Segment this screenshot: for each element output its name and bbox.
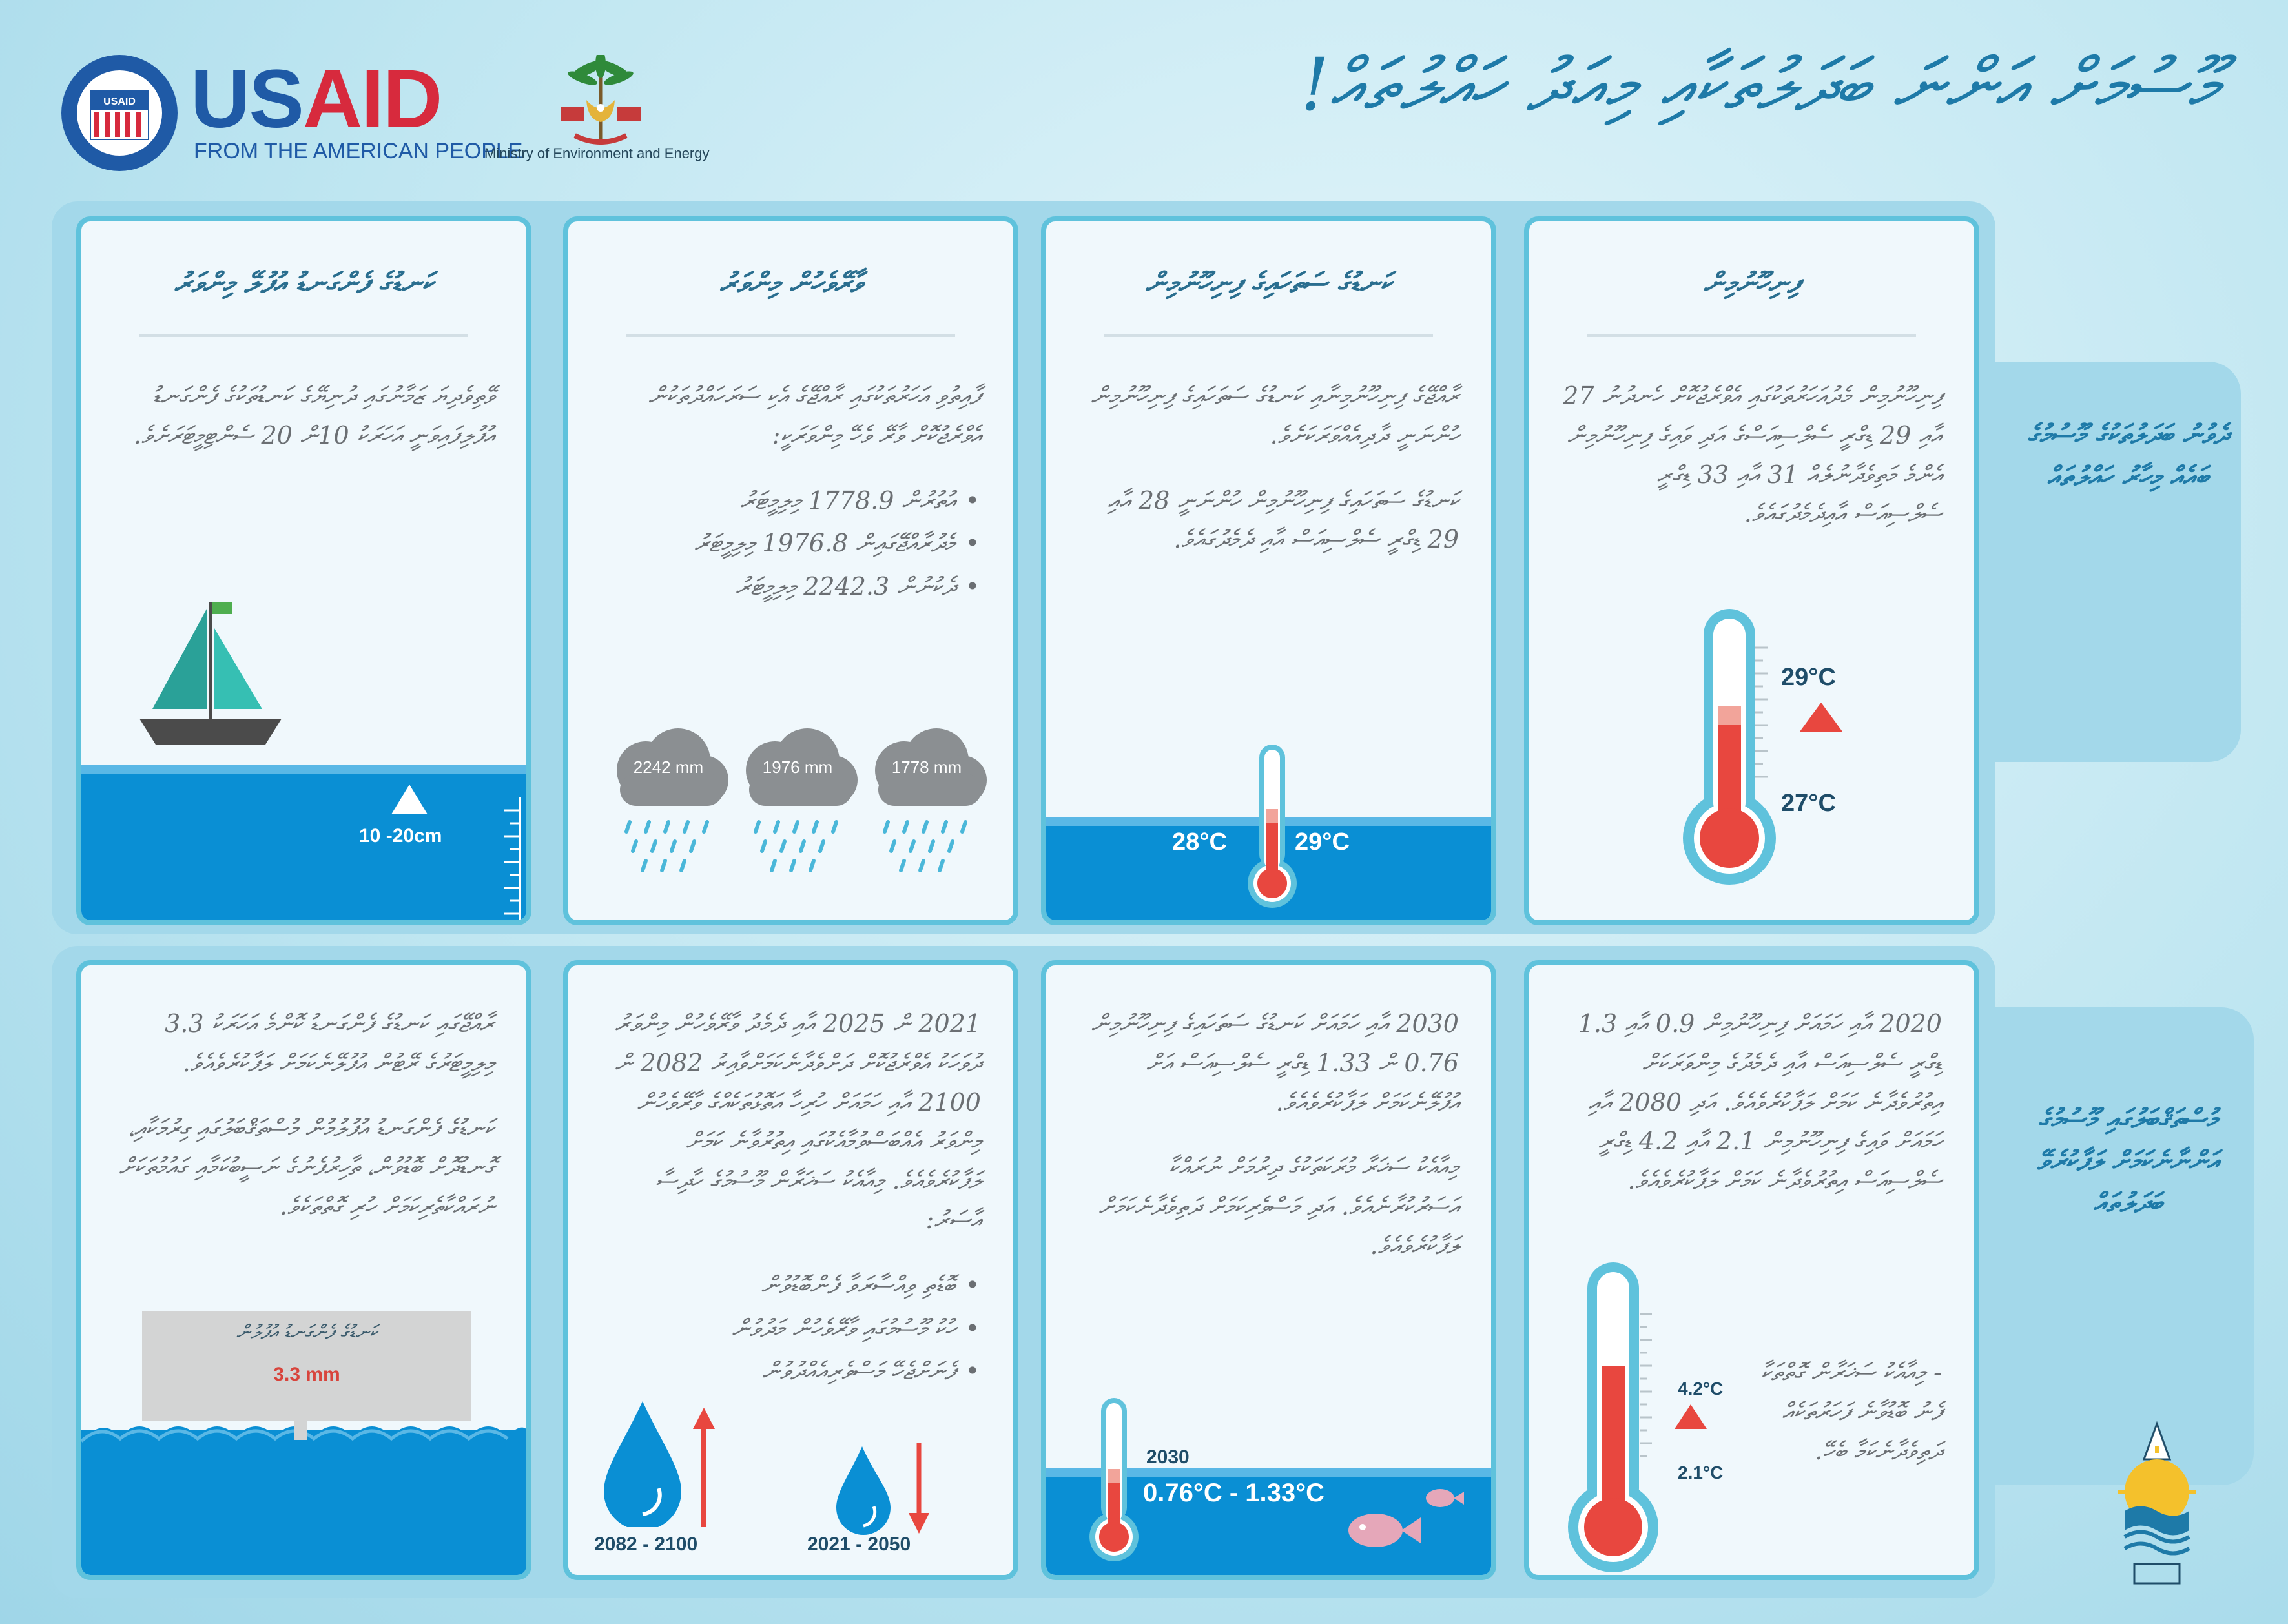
card-sea-level xyxy=(76,216,531,925)
sea-temp-year-label: 2030 xyxy=(1146,1446,1190,1468)
divider xyxy=(1587,334,1916,337)
card-heading: ވާރޭވެހުން މިންވަރު xyxy=(719,267,862,300)
ministry-name: Ministry of Environment and Energy xyxy=(484,145,710,161)
sea-temp-range-label: 0.76°C - 1.33°C xyxy=(1143,1479,1325,1507)
card-sea-temperature xyxy=(1041,216,1496,925)
sign-title: ކަނޑުގެ ފެންގަނޑު އުފުލުން xyxy=(236,1321,378,1344)
usaid-tagline: FROM THE AMERICAN PEOPLE xyxy=(194,139,523,163)
triangle-up-icon xyxy=(1675,1404,1707,1429)
card-text: ފާއިތުވި އަހަރުތަކުގައި ރާއްޖޭގެ އެކި ސަރަހައްދުތަކުން އެވްރެޖުކޮށް ވާރޭ ވެހޭ މިންވަރަކީ: • އުތުރުން 1778.9 މިލިމީޓަރު • މެދުރާއްޖޭގައިން 1976.8 މިލިމީޓަރު • ދެކުނުން 2242.3 މިލިމީޓަރު xyxy=(601,376,981,610)
divider xyxy=(139,334,468,337)
list-item: • ބޮޑެތި ވިއްސާރަވާ ފެންބޮޑުވުން xyxy=(601,1266,955,1305)
water-drop-icon xyxy=(830,1443,940,1540)
sea-temp-left-label: 28°C xyxy=(1172,828,1227,856)
sea-water xyxy=(81,765,526,920)
temp-future-low-label: 2.1°C xyxy=(1678,1463,1724,1483)
logo-bar xyxy=(58,52,736,181)
usaid-wordmark: USAID xyxy=(191,53,442,145)
card-temperature xyxy=(1524,216,1979,925)
rainfall-list xyxy=(601,481,981,606)
sailboat-icon xyxy=(127,596,294,764)
cloud-icon: 1976 mm xyxy=(730,725,865,880)
list-item: • އުތުރުން 1778.9 މިލިމީޓަރު xyxy=(601,481,955,520)
card-text: ފިނިހޫނުމިން މެދުއަހަރުތަކުގައި އެވްރެޖުކޮށް ހެނދުނު 27 އާއި 29 ޑިގްރީ ސެލްސިއަސްގެ އަދި ވައިގެ ފިނިހޫނުމިން އެންމެ މަތިވެދާނުލެއް 31 އާއި 33 ޑިގްރީ ސެލްސިއަސް އާއިދެމެދުގައެވެ. xyxy=(1563,382,1942,528)
temp-high-label: 29°C xyxy=(1781,664,1836,691)
card-rainfall-future xyxy=(563,960,1018,1580)
thermometer-icon xyxy=(1246,745,1298,912)
thermometer-icon xyxy=(1678,609,1897,887)
card-sea-temperature-future xyxy=(1041,960,1496,1580)
side-label-future: މުސްތަޤްބަލުގައި މޫސުމުގެ އަންނާނެކަމަށް ލަފާކުރެވޭ ބަދަލުތައް xyxy=(2037,1103,2219,1219)
page-title: މޫސުމަށް އަންނަ ބަދަލުތަކާއި މިއަދު ހައްލުތައް! xyxy=(1300,43,2217,127)
temp-low-label: 27°C xyxy=(1781,790,1836,817)
sea-level-rise-label: 10 -20cm xyxy=(359,825,442,847)
cloud-icon: 1778 mm xyxy=(859,725,995,880)
thermometer-icon xyxy=(1088,1398,1140,1566)
triangle-up-icon xyxy=(1800,703,1842,732)
card-text: ރާއްޖޭގެ ފިނިހޫނުމިނާއި ކަނޑުގެ ސަތަހައިގެ ފިނިހޫނުމިން ހުންނަނީ ދާދިއެއްވަރަކަށެވެ. ކަނޑުގެ ސަތަހައިގެ ފިނިހޫނުމިން ހުންނަނީ 28 އާއި 29 ޑިގްރީ ސެލްސިއަސް އާއި ދެމެދުގައެވެ. xyxy=(1091,382,1459,554)
cloud-icon: 2242 mm xyxy=(601,725,736,880)
rain-down-period-label: 2021 - 2050 xyxy=(807,1534,911,1555)
list-item: • ދެކުނުން 2242.3 މިލިމީޓަރު xyxy=(601,567,955,606)
card-sea-level-future xyxy=(76,960,531,1580)
list-item: • މެދުރާއްޖޭގައިން 1976.8 މިލިމީޓަރު xyxy=(601,524,955,563)
sign-post xyxy=(294,1421,307,1440)
card-text: 2020 އާއި ހަމައަށް ފިނިހޫނުމިން 0.9 އާއި 1.3 ޑިގްރީ ސެލްސިއަސް އާއި ދެމެދުގެ މިންވަރަކަށް އިތުރުވެދާނެ ކަމަށް ލަފާކުރެވެއެވެ. އަދި 2080 އާއި ހަމައަށް ވައިގެ ފިނިހޫނުމިން 2.1 އާއި 4.2 ޑިގްރީ ސެލްސިއަސް އިތުރުވެދާނެ ކަމަށް ލަފާކުރެވެއެވެ. xyxy=(1578,1009,1942,1195)
card-temperature-future xyxy=(1524,960,1979,1580)
triangle-up-icon xyxy=(390,783,429,816)
card-text: 2030 އާއި ހަމައަށް ކަނޑުގެ ސަތަހައިގެ ފިނިހޫނުމިން 0.76 ން 1.33 ޑިގްރީ ސެލްސިއަސް އަށް އުފުލޭނެކަމަށް ލަފާކުރެވެއެވެ. މިއާއެކު ސަޚަރާ މުރަކަތަކުގެ ދިރުމަށް ނުރައްކާ އަސަރުކުރާނެއެވެ. އަދި މަސްވެރިކަމަށް ދަތިވެދާނެކަމަށް ލަފާކުރެވެއެވެ. xyxy=(1091,1009,1459,1260)
rain-up-period-label: 2082 - 2100 xyxy=(594,1534,698,1555)
list-item: • ފެނަށްޖެހޭ މަސްވެރިއެއްދުވުން xyxy=(601,1352,955,1391)
side-tab-future xyxy=(1963,1007,2254,1485)
sea-level-sign xyxy=(142,1311,471,1421)
temp-future-high-label: 4.2°C xyxy=(1678,1379,1724,1399)
thermometer-icon xyxy=(1568,1262,1716,1579)
rainfall-future-list xyxy=(601,1266,981,1391)
maldives-emblem-icon xyxy=(555,55,646,152)
card-heading: ކަނޑުގެ ފެންގަނޑު އުފުލޭ މިންވަރު xyxy=(174,267,434,300)
fish-icon xyxy=(1340,1482,1469,1559)
list-item: • ހުކު މޫސުމުގައި ވާރޭވެހުން މަދުވުން xyxy=(601,1309,955,1348)
card-text: ވޭތިވެދިޔަ ޒަމާނުގައި ދުނިޔޭގެ ކަނޑުތަކުގެ ފެންގަނޑު އުފުލިފައިވަނީ އަހަރަކު 10ން 20 ސެންޓިމީޓަރަށެވެ. xyxy=(133,382,494,449)
water-drop-icon xyxy=(597,1398,720,1527)
card-text: 2021 ން 2025 އާއި ދެމެދު ވާރޭވެހުން މިންވަރު ދުވަހަކު އެވްރެޖުކޮށް ދަށްވެދާނެކަމަށްވާއިރު 2082 ން 2100 އާއި ހަމައަށް ހުރިހާ އަތޮޅުތަކެއްގެ ވާރޭވެހުން މިންވަރު އެއްބަސްވުމާއެކުގައި އިތުރުވާނެ ކަމަށް ލަފާކުރެވެއެވެ. މިއާއެކު ސަޚަރާން މޫސުމުގެ ހާދިސާ އާސަރު: • ބޮޑެތި ވިއްސާރަވާ ފެންބޮޑުވުން • ހުކު މޫސުމުގައި ވާރޭވެހުން މަދުވުން • ފެނަށްޖެހޭ މަސްވެރިއެއްދުވުން xyxy=(601,1004,981,1395)
divider xyxy=(1104,334,1433,337)
divider xyxy=(626,334,955,337)
side-label-present: ދެވުނު ބަދަލުތަކުގެ މޫސުމުގެ ބައެއް މިހާރު ހައްލުތައް xyxy=(2027,418,2229,493)
card-heading: ކަނޑުގެ ސަތަހައިގެ ފިނިހޫނުމިން xyxy=(1145,267,1392,300)
usaid-seal-icon xyxy=(58,52,181,174)
sea-level-ruler xyxy=(488,797,526,920)
card-note: - މިއާއެކު ސަޚަރާން ގޮތްތަކާ ފެނު ބޮޑުވާނެ ފަހަރުތަކެއް ދަތިވެދާނެކަމާ ބެހޭ. xyxy=(1760,1358,1942,1465)
sign-value: 3.3 mm xyxy=(273,1364,340,1385)
card-text: ރާއްޖޭގައި ކަނޑުގެ ފެންގަނޑު ކޮންމެ އަހަރަކު 3.3 މިލިމީޓަރުގެ ރޭޓުން އުފުލޭނެކަމަށް ލަފާކުރެވެއެވެ. ކަނޑުގެ ފެންގަނޑު އުފުލުމުން މުސްތަޤްބަލުގައި ގިރުމަކާއި، ގޮނޑުދޮށް ބޮޑުވުން، ތާހިރުފެނުގެ ނަސީބުކަމާއި ގައުމުތަކަށް ނުރައްކާތެރިކަމަށް ހުރި ގޮތްތަކެވެ. xyxy=(119,1009,494,1221)
card-heading: ފިނިހޫނުމިން xyxy=(1704,267,1800,300)
sea-temp-right-label: 29°C xyxy=(1295,828,1350,856)
card-rainfall xyxy=(563,216,1018,925)
seal-center-text: USAID xyxy=(103,96,136,107)
campaign-logo-icon xyxy=(2118,1421,2196,1588)
sea-water xyxy=(81,1430,526,1575)
